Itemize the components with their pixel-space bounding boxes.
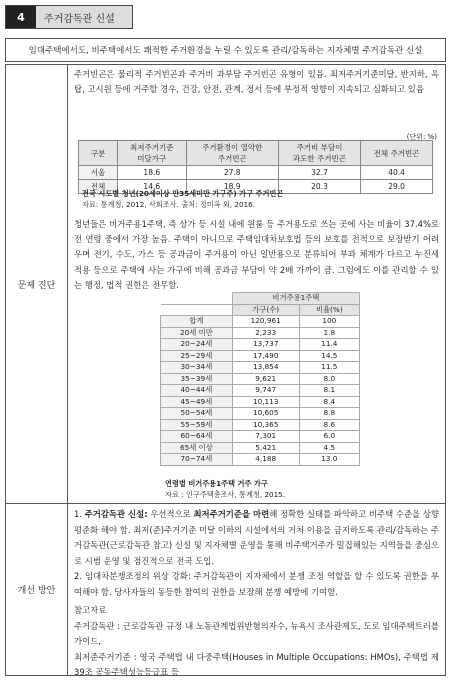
table-cell: 40.4: [361, 166, 433, 180]
table-cell: 35~39세: [161, 373, 233, 385]
column-header: 전체 주거빈곤: [361, 141, 433, 166]
column-header: 비율(%): [299, 304, 359, 316]
table-cell: 4.5: [299, 442, 359, 454]
improvement-item-1: 1. 주거감독관 신설: 우선적으로 최저주거기준을 마련해 정확한 실태를 파악하고 비주택 수준을 상향평준화 해야 함. 최저(준)주거기준 미달 이하의 시설에서의 거처 이용을 금지하도록 관리/감독하는 주거감독관(근로감독관 참고) 신설 및 지자체별 운영을 통해 비주택거주가 밀집해있는 지역들을 중심으로 시범 운영 및 점진적으로 전국 도입.: [74, 509, 440, 566]
table2-body: [161, 316, 360, 466]
reference-2: 최저준주거기준 : 영국 주택법 내 다중주택(Houses in Multiple Occupations: HMOs), 주택법 제39조 공동주택성능등급표 등: [74, 651, 439, 677]
table-cell: 70~74세: [161, 454, 233, 466]
table-row: [161, 362, 360, 374]
table-cell: 13.0: [299, 454, 359, 466]
table-cell: 20.3: [278, 180, 360, 194]
summary-box: 임대주택에서도, 비주택에서도 쾌적한 주거환경을 누릴 수 있도록 관리/감독하는 지자체별 주거감독관 신설: [5, 38, 446, 62]
table-cell: 전체: [79, 180, 118, 194]
table-header-row: [161, 304, 360, 316]
table1-unit: (단위: %): [406, 133, 437, 141]
table-group-header-row: [161, 293, 360, 305]
table-row: [161, 350, 360, 362]
table-row: [161, 408, 360, 420]
table2-source: 자료 : 인구주택총조사, 통계청, 2015.: [165, 490, 286, 499]
table-cell: 11.5: [299, 362, 359, 374]
table-cell: 9,747: [232, 385, 299, 397]
improvement-label: 개선 방안: [6, 504, 68, 675]
table-row: [161, 327, 360, 339]
table-cell: 20세 미만: [161, 327, 233, 339]
table-cell: 8.8: [299, 408, 359, 420]
column-header: 최저주거기준 미달가구: [118, 141, 187, 166]
table-cell: 10,113: [232, 396, 299, 408]
table-cell: 8.4: [299, 396, 359, 408]
table-cell: 8.6: [299, 419, 359, 431]
section-header: [5, 5, 133, 29]
diagnosis-section: [68, 65, 445, 504]
table-header-row: [79, 141, 433, 166]
table-row: [161, 373, 360, 385]
content-grid: [5, 64, 446, 676]
table-cell: 29.0: [361, 180, 433, 194]
table-cell: 18.6: [118, 166, 187, 180]
table-cell: 55~59세: [161, 419, 233, 431]
table-cell: 50~54세: [161, 408, 233, 420]
table-cell: 5,421: [232, 442, 299, 454]
diagnosis-label: 문제 진단: [6, 65, 68, 504]
table-cell: 17,490: [232, 350, 299, 362]
table-row: [161, 442, 360, 454]
table-row: [161, 339, 360, 351]
housing-poverty-table: [78, 140, 433, 194]
table-cell: 6.0: [299, 431, 359, 443]
table-row: [79, 166, 433, 180]
column-header: 주거환경이 열악한 주거빈곤: [186, 141, 278, 166]
table-cell: 13,737: [232, 339, 299, 351]
table-row: [161, 419, 360, 431]
empty-corner: [161, 293, 233, 305]
table-row: [161, 396, 360, 408]
table-cell: 9,621: [232, 373, 299, 385]
table-cell: 11.4: [299, 339, 359, 351]
reference-1: 주거감독관 : 근로감독관 규정 내 노동관계법위반혐의자수, 뉴욕시 조사관제도, 도로 임대주택트러블가이드,: [74, 620, 439, 646]
table-cell: 10,365: [232, 419, 299, 431]
table-cell: 40~44세: [161, 385, 233, 397]
group-header: 비거주용1주택: [232, 293, 359, 305]
column-header: 가구(수): [232, 304, 299, 316]
table-cell: 45~49세: [161, 396, 233, 408]
table-row: [161, 431, 360, 443]
table2-caption: 연령별 비거주용1주택 거주 가구: [165, 479, 268, 488]
nonresidential-housing-table: [160, 292, 360, 466]
table-cell: 2,233: [232, 327, 299, 339]
table-cell: 60~64세: [161, 431, 233, 443]
table-cell: 서울: [79, 166, 118, 180]
table1-caption: 전국 시도별 청년(20세이상 만35세미만 가구주) 가구 주거빈곤: [82, 189, 284, 198]
table-cell: 32.7: [278, 166, 360, 180]
table-cell: 1.8: [299, 327, 359, 339]
table-cell: 10,605: [232, 408, 299, 420]
table-cell: 4,188: [232, 454, 299, 466]
section-number: 4: [6, 6, 36, 28]
table-cell: 25~29세: [161, 350, 233, 362]
table-cell: 100: [299, 316, 359, 328]
table-cell: 7,301: [232, 431, 299, 443]
table-cell: 14.5: [299, 350, 359, 362]
reference-title: 참고자료: [74, 605, 107, 615]
table-cell: 27.8: [186, 166, 278, 180]
table-cell: 30~34세: [161, 362, 233, 374]
column-header: 주거비 부담이 과도한 주거빈곤: [278, 141, 360, 166]
table-cell: 18.9: [186, 180, 278, 194]
table-cell: 8.0: [299, 373, 359, 385]
table-row: [161, 316, 360, 328]
section-title: 주거감독관 신설: [36, 6, 132, 28]
table-row: [161, 385, 360, 397]
table-row: [161, 454, 360, 466]
improvement-item-2: 2. 임대차분쟁조정의 위상 강화: 주거감독관이 지자체에서 분쟁 조정 역할을 할 수 있도록 권한을 부여해야 함. 당사자들의 동등한 참여의 권한을 보장해 분쟁 예방에 기여함.: [74, 571, 439, 597]
table-cell: 20~24세: [161, 339, 233, 351]
table-cell: 14.6: [118, 180, 187, 194]
diagnosis-paragraph-2: 청년들은 비거주용1주택, 즉 상가 등 시설 내에 원룸 등 주거용도로 쓰는 곳에 사는 비율이 37.4%로 전 연령 중에서 가장 높음. 주택이 아니므로 주택임대차보호법 등의 보호를 전적으로 보장받기 어려우며 전기, 수도, 가스 등 공과금이 주거용이 아닌 일반용으로 분류되어 부과 체계가 다르고 누진세 적용 등으로 주택에 사는 가구에 비해 공과금 부담이 약 2배 가까이 큼. 그럼에도 이를 관리할 수 있는 행정, 법적 권한은 전무함.: [74, 219, 439, 290]
table-cell: 65세 이상: [161, 442, 233, 454]
table-cell: 합계: [161, 316, 233, 328]
table-cell: 13,854: [232, 362, 299, 374]
column-header: 구분: [79, 141, 118, 166]
table-cell: 8.1: [299, 385, 359, 397]
column-header: [161, 304, 233, 316]
diagnosis-paragraph-1: 주거빈곤은 물리적 주거빈곤과 주거비 과부담 주거빈곤 유형이 있음. 최저주거기준미달, 반지하, 옥탑, 고시원 등에 거주할 경우, 건강, 안전, 관계, 정서 등에 부정적 영향이 지속되고 심화되고 있음: [74, 69, 439, 94]
table-cell: 120,961: [232, 316, 299, 328]
table1-source: 자료: 통계청, 2012, 사회조사. 출처: 정미옥 외, 2016.: [82, 200, 255, 209]
improvement-section: [68, 504, 445, 675]
